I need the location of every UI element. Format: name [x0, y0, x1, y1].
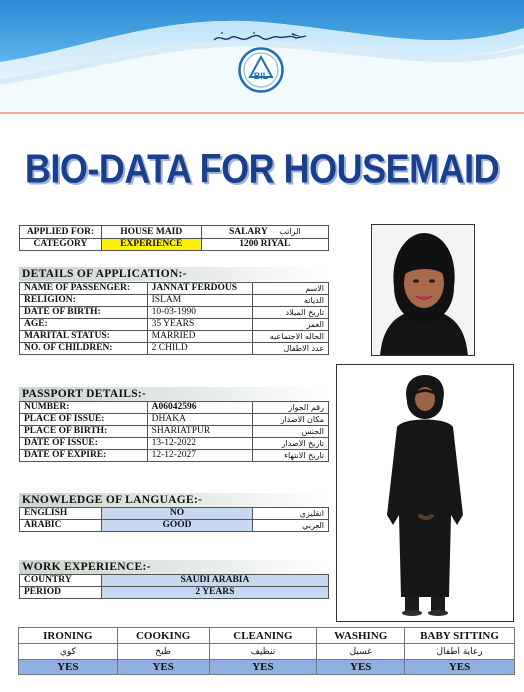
skills-value-row	[19, 660, 515, 675]
skill-value: YES	[117, 660, 209, 675]
language-label-arabic: العربي	[253, 520, 329, 532]
page-header	[0, 0, 524, 112]
passport-label-arabic: رقم الجواز	[253, 402, 329, 414]
detail-label-arabic: الاسم	[253, 283, 329, 295]
table-row	[20, 426, 329, 438]
table-row	[20, 414, 329, 426]
table-row	[20, 508, 329, 520]
passport-label: PLACE OF BIRTH:	[20, 426, 148, 438]
table-row	[20, 438, 329, 450]
detail-label: RELIGION:	[20, 295, 148, 307]
skill-name: WASHING	[317, 628, 405, 644]
detail-value: 10-03-1990	[147, 307, 253, 319]
skill-name-arabic: تنظيف	[209, 644, 317, 660]
detail-value: ISLAM	[147, 295, 253, 307]
detail-label-arabic: العمر	[253, 319, 329, 331]
skill-value: YES	[19, 660, 118, 675]
detail-value: 2 CHILD	[147, 343, 253, 355]
salary-label: SALARY	[228, 227, 268, 237]
category-value: EXPERIENCE	[101, 239, 201, 251]
portrait-photo	[371, 224, 475, 356]
detail-value: 35 YEARS	[147, 319, 253, 331]
passport-label-arabic: تاريخ الانتهاء	[253, 450, 329, 462]
passport-label-arabic: مكان الاصدار	[253, 414, 329, 426]
salary-value: 1200 RIYAL	[201, 239, 328, 251]
detail-label-arabic: تاريخ الميلاد	[253, 307, 329, 319]
work-heading: WORK EXPERIENCE:-	[19, 560, 329, 574]
application-summary-table	[19, 225, 329, 251]
table-row	[20, 295, 329, 307]
table-row	[20, 283, 329, 295]
skills-header-row	[19, 628, 515, 644]
skill-name: CLEANING	[209, 628, 317, 644]
details-table	[19, 282, 329, 355]
category-label: CATEGORY	[20, 239, 102, 251]
language-label: ENGLISH	[20, 508, 102, 520]
skill-name: IRONING	[19, 628, 118, 644]
passport-label: PLACE OF ISSUE:	[20, 414, 148, 426]
detail-label-arabic: الحاله الاجتماعيه	[253, 331, 329, 343]
page-title: BIO-DATA FOR HOUSEMAID	[24, 145, 500, 192]
passport-value: 12-12-2027	[147, 450, 253, 462]
table-row	[20, 226, 329, 239]
language-level: NO	[101, 508, 252, 520]
applied-for-value: HOUSE MAID	[101, 226, 201, 239]
passport-heading: PASSPORT DETAILS:-	[19, 387, 329, 401]
language-heading: KNOWLEDGE OF LANGUAGE:-	[19, 493, 329, 507]
work-value: 2 YEARS	[101, 587, 328, 599]
skill-name-arabic: رعاية اطفال	[405, 644, 515, 660]
detail-value: MARRIED	[147, 331, 253, 343]
detail-label-arabic: عدد الاطفال	[253, 343, 329, 355]
skill-name: COOKING	[117, 628, 209, 644]
detail-label: AGE:	[20, 319, 148, 331]
skill-value: YES	[317, 660, 405, 675]
logo-script-text	[210, 30, 310, 44]
table-row	[20, 319, 329, 331]
skill-name-arabic: طبخ	[117, 644, 209, 660]
detail-label-arabic: الديانه	[253, 295, 329, 307]
passport-value: DHAKA	[147, 414, 253, 426]
skill-name: BABY SITTING	[405, 628, 515, 644]
skill-name-arabic: غسيل	[317, 644, 405, 660]
table-row	[20, 307, 329, 319]
language-label: ARABIC	[20, 520, 102, 532]
detail-value: JANNAT FERDOUS	[147, 283, 253, 295]
language-label-arabic: انقليزي	[253, 508, 329, 520]
work-label: COUNTRY	[20, 575, 102, 587]
table-row	[20, 450, 329, 462]
passport-value: A06042596	[147, 402, 253, 414]
full-body-photo	[336, 364, 514, 622]
work-table	[19, 574, 329, 599]
table-row	[20, 239, 329, 251]
language-table	[19, 507, 329, 532]
salary-label-cell	[201, 226, 328, 239]
table-row	[20, 331, 329, 343]
logo-text: BIL	[253, 71, 269, 81]
header-divider	[0, 112, 524, 114]
detail-label: NAME OF PASSENGER:	[20, 283, 148, 295]
language-level: GOOD	[101, 520, 252, 532]
passport-table	[19, 401, 329, 462]
passport-label: NUMBER:	[20, 402, 148, 414]
skill-value: YES	[405, 660, 515, 675]
passport-value: 13-12-2022	[147, 438, 253, 450]
table-row	[20, 343, 329, 355]
table-row	[20, 402, 329, 414]
company-logo	[238, 47, 284, 93]
passport-label: DATE OF EXPIRE:	[20, 450, 148, 462]
salary-label-arabic: الراتب	[279, 227, 301, 236]
skills-table	[18, 627, 515, 675]
passport-label-arabic: تاريخ الاصدار	[253, 438, 329, 450]
passport-value: SHARIATPUR	[147, 426, 253, 438]
detail-label: DATE OF BIRTH:	[20, 307, 148, 319]
detail-label: MARITAL STATUS:	[20, 331, 148, 343]
skills-arabic-row	[19, 644, 515, 660]
table-row	[20, 520, 329, 532]
detail-label: NO. OF CHILDREN:	[20, 343, 148, 355]
skill-name-arabic: كوي	[19, 644, 118, 660]
work-label: PERIOD	[20, 587, 102, 599]
applied-for-label: APPLIED FOR:	[20, 226, 102, 239]
details-heading: DETAILS OF APPLICATION:-	[19, 267, 329, 281]
work-value: SAUDI ARABIA	[101, 575, 328, 587]
table-row	[20, 575, 329, 587]
skill-value: YES	[209, 660, 317, 675]
passport-label-arabic: الجنس	[253, 426, 329, 438]
passport-label: DATE OF ISSUE:	[20, 438, 148, 450]
table-row	[20, 587, 329, 599]
